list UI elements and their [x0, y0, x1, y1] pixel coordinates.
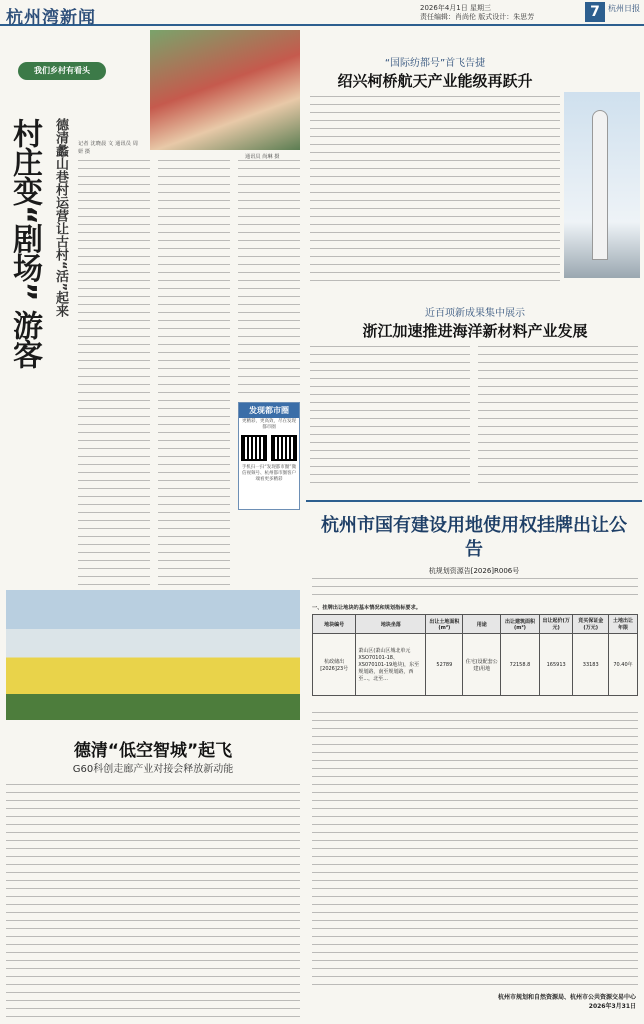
- story3-body-a: [310, 346, 470, 486]
- main-photo: [150, 30, 300, 150]
- body-text-col1: [78, 160, 150, 585]
- promo-caption: 手机扫一扫“发现都市圈”微信视频号、杭州都市圈客户端看更多精彩: [241, 465, 297, 482]
- table-cell: 52789: [426, 634, 463, 696]
- story3-title: 近百项新成果集中展示: [425, 308, 525, 319]
- footer-date: 2026年3月31日: [588, 1003, 636, 1010]
- table-header: 地块编号: [313, 615, 356, 634]
- table-cell: 165913: [539, 634, 573, 696]
- story2-title: “国际纺都号”首飞告捷: [384, 58, 486, 69]
- story2-headline: 绍兴柯桥航天产业能级再跃升: [337, 72, 533, 90]
- qr-icon[interactable]: [271, 435, 297, 461]
- photo-credit: 通讯员 尚琳 摄: [245, 154, 280, 160]
- table-header: 竞买保证金(万元): [573, 615, 608, 634]
- promo-sub: 更精彩，更高效，尽在发现都市圈: [242, 419, 296, 430]
- notice-table: [312, 614, 638, 696]
- story3-headline: 浙江加速推进海洋新材料产业发展: [362, 322, 588, 340]
- story4-body: [6, 784, 300, 1019]
- table-header: 地块坐落: [356, 615, 426, 634]
- village-photo: [6, 590, 300, 720]
- main-subtitle: 德清蠡山巷村运营让古村“活”起来: [53, 118, 68, 318]
- table-cell: 33183: [573, 634, 608, 696]
- table-cell: 70.40年: [608, 634, 637, 696]
- notice-intro: [312, 578, 638, 600]
- story4-subtitle: G60科创走廊产业对接会释放新动能: [72, 764, 234, 775]
- column-tag: 我们乡村有看头: [18, 62, 106, 80]
- body-text-col2: [158, 160, 230, 585]
- table-cell: 72158.8: [501, 634, 540, 696]
- notice-table-caption: 一、挂牌出让地块的基本情况和规划指标要求。: [312, 605, 421, 611]
- table-row: [313, 634, 638, 696]
- date-line: 2026年4月1日 星期三 责任编辑：肖尚伦 版式设计：朱思芳: [420, 4, 535, 21]
- paper-logo: 杭州日报: [608, 4, 640, 13]
- page-number: 7: [585, 2, 605, 22]
- qr-icon[interactable]: [241, 435, 267, 461]
- notice-title: 杭州市国有建设用地使用权挂牌出让公告: [321, 515, 627, 560]
- promo-title: 发现都市圈: [239, 403, 299, 418]
- main-title: 村庄变“剧场” 游客: [7, 118, 42, 368]
- qr-code[interactable]: [239, 435, 299, 461]
- story2-body: [310, 96, 560, 286]
- footer-org: 杭州市规划和自然资源局、杭州市公共资源交易中心: [497, 994, 636, 1001]
- notice-footer: [420, 993, 636, 1011]
- table-cell: 住宅(设配套公建)用地: [463, 634, 501, 696]
- notice-number: 杭规划资源告[2026]R006号: [428, 567, 520, 575]
- byline: 记者 沈晓晨 文 通讯员 周妍 摄: [78, 141, 138, 155]
- table-header: 土地出让年限: [608, 615, 637, 634]
- story4-title: 德清“低空智城”起飞: [73, 741, 233, 761]
- promo-box: [238, 402, 300, 510]
- table-cell: 杭政储出[2026]23号: [313, 634, 356, 696]
- table-cell: 萧山区(萧山区城北单元XSO70101-18、XS070101-19地块)，东至规划路，南至规划路，西至...，北至...: [356, 634, 426, 696]
- section-title: 杭州湾新闻: [6, 8, 96, 28]
- notice-body: [312, 712, 638, 987]
- body-text-col3: [238, 160, 300, 400]
- table-header: 出让起价(万元): [539, 615, 573, 634]
- table-header: 出让建筑面积(m²): [501, 615, 540, 634]
- story3-body-b: [478, 346, 638, 486]
- rocket-photo: [564, 92, 640, 278]
- table-header: 出让土地面积(m²): [426, 615, 463, 634]
- table-header: 用途: [463, 615, 501, 634]
- table-header-row: [313, 615, 638, 634]
